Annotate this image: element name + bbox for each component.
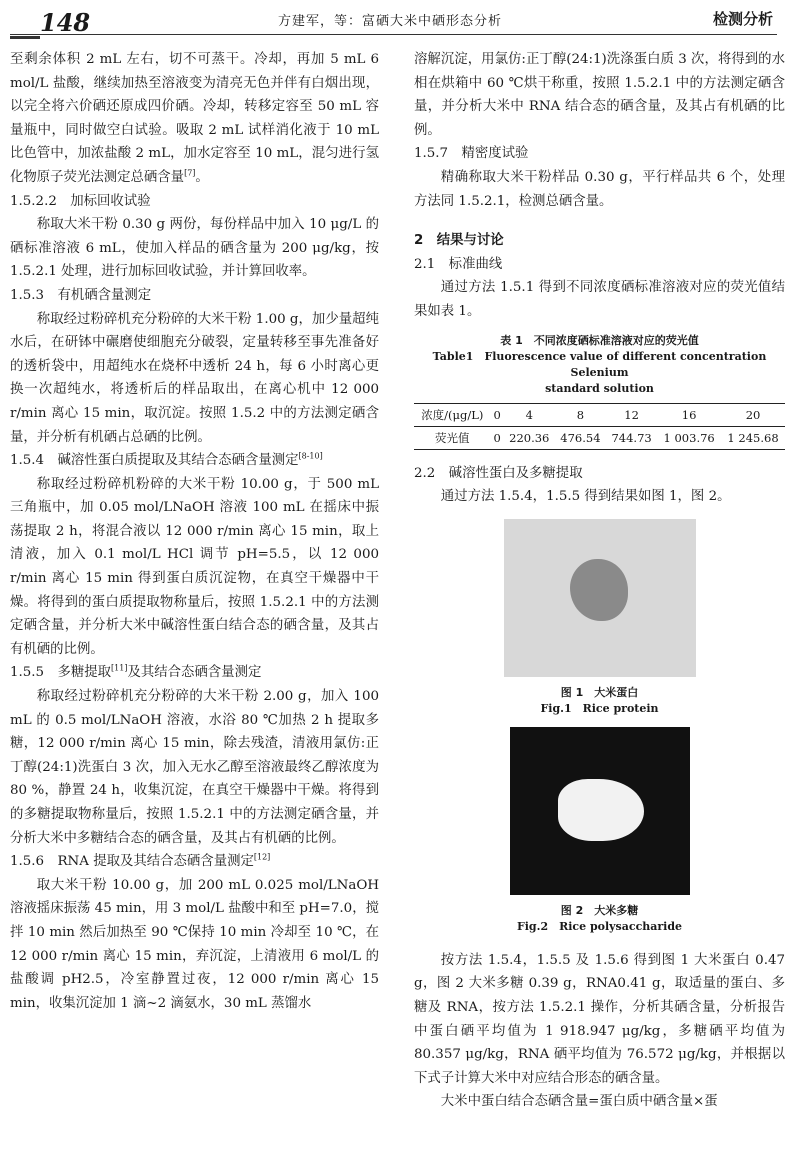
- citation: [11]: [111, 663, 128, 673]
- citation: [12]: [253, 852, 271, 862]
- table-cell: 12: [606, 403, 657, 426]
- table1: [414, 403, 785, 450]
- running-title: 方建军，等：富硒大米中硒形态分析: [278, 14, 503, 29]
- section-label: 检测分析: [712, 10, 773, 28]
- table-cell: 1 003.76: [663, 430, 715, 445]
- citation: [8-10]: [298, 451, 323, 461]
- table-cell: 0: [493, 430, 501, 445]
- paragraph-precision: 精确称取大米干粉样品 0.30 g，平行样品共 6 个，处理方法同 1.5.2.1，检测总硒含量。: [414, 169, 785, 209]
- fig2-caption-en: Fig.2 Rice polysaccharide: [516, 919, 683, 933]
- fig1-caption-en: Fig.1 Rice protein: [540, 701, 659, 715]
- table-cell: 4: [504, 403, 555, 426]
- page-header: [0, 0, 795, 40]
- fig2-caption: 图 2 大米多糖: [560, 903, 639, 917]
- table-cell: 744.73: [611, 430, 652, 445]
- heading-1-5-3: 1.5.3 有机硒含量测定: [10, 287, 152, 303]
- table-cell: 1 245.68: [727, 430, 779, 445]
- paragraph-figures-intro: 通过方法 1.5.4，1.5.5 得到结果如图 1，图 2。: [440, 489, 731, 505]
- paragraph-rna-extraction: 取大米干粉 10.00 g，加 200 mL 0.025 mol/LNaOH 溶液摇床振荡 45 min，用 3 mol/L 盐酸中和至 pH=7.0，搅拌 10 min 然后加热至 90 ℃保持 10 min 冷却至 10 ℃，在 12 000 r/min 离心 15 min，弃沉淀，上清液用 6 mol/L 的盐酸调 pH2.5，冷室静置过夜，12 000 r/min 离心 15 min，收集沉淀加 1 滴~2 滴氨水，30 mL 蒸馏水: [10, 877, 379, 1011]
- header-rule-accent: [10, 36, 40, 39]
- paragraph-continued: 至剩余体积 2 mL 左右，切不可蒸干。冷却，再加 5 mL 6 mol/L 盐酸，继续加热至溶液变为清亮无色并伴有白烟出现，以完全将六价硒还原成四价硒。冷却，转移定容至 50 mL 容量瓶中，同时做空白试验。吸取 2 mL 试样消化液于 10 mL 比色管中，加浓盐酸 2 mL，加水定容至 10 mL，混匀进行氢化物原子荧光法测定总硒含量[7]。: [10, 52, 379, 185]
- table-cell: 荧光值: [435, 430, 470, 445]
- table-cell: 8: [555, 403, 606, 426]
- paragraph-standard-curve: 通过方法 1.5.1 得到不同浓度硒标准溶液对应的荧光值结果如表 1。: [414, 280, 785, 319]
- table-cell: 476.54: [560, 430, 601, 445]
- table-cell: 0: [491, 403, 504, 426]
- paragraph-protein-extraction: 称取经过粉碎机粉碎的大米干粉 10.00 g，于 500 mL 三角瓶中，加 0.05 mol/LNaOH 溶液 100 mL 在摇床中振荡提取 2 h，将混合液以 12 000 r/min 离心 15 min，取上清液，加入 0.1 mol/L HCl 调节 pH=5.5，以 12 000 r/min 离心 15 min 得到蛋白质沉淀物，在真空干燥器中干燥。将得到的蛋白质提取物称量后，按照 1.5.2.1 中的方法测定硒含量，并分析大米中碱溶性蛋白结合态的硒含量，及其占有机硒的比例。: [10, 476, 379, 657]
- page-number: 148: [40, 8, 91, 37]
- heading-1-5-4: 1.5.4 碱溶性蛋白质提取及其结合态硒含量测定[8-10]: [10, 451, 323, 469]
- table-cell: 浓度/(μg/L): [414, 403, 491, 426]
- header-rule: [10, 34, 777, 35]
- right-column: [414, 48, 785, 1114]
- figure-rice-protein-image: [504, 519, 696, 677]
- heading-1-5-6: 1.5.6 RNA 提取及其结合态硒含量测定[12]: [10, 852, 271, 870]
- paragraph-polysaccharide-extraction: 称取经过粉碎机充分粉碎的大米干粉 2.00 g，加入 100 mL 的 0.5 mol/LNaOH 溶液，水浴 80 ℃加热 2 h 提取多糖，12 000 r/min 离心 15 min，除去残渣，清液用氯仿:正丁醇(24:1)洗蛋白 3 次，加入无水乙醇至溶液最终乙醇浓度为 80 %，静置 24 h，收集沉淀，在真空干燥器中干燥。将得到的多糖提取物称量后，按照 1.5.2.1 中的方法测定硒含量，并分析大米中多糖结合态的硒含量，及其占有机硒的比例。: [10, 689, 379, 846]
- paragraph-continued-right: 溶解沉淀，用氯仿:正丁醇(24:1)洗涤蛋白质 3 次，将得到的水相在烘箱中 60 ℃烘干称重，按照 1.5.2.1 中的方法测定硒含量，并分析大米中 RNA 结合态的硒含量，及其占有机硒的比例。: [414, 52, 785, 138]
- heading-2-2: 2.2 碱溶性蛋白及多糖提取: [414, 465, 583, 481]
- table1-caption-en: Table1 Fluorescence value of different concentration Selenium standard solution: [432, 349, 767, 395]
- table-row: [414, 426, 785, 449]
- table-row: [414, 403, 785, 426]
- heading-1-5-2-2: 1.5.2.2 加标回收试验: [10, 193, 151, 209]
- figure-rice-polysaccharide-image: [510, 727, 690, 895]
- paragraph-results: 按方法 1.5.4，1.5.5 及 1.5.6 得到图 1 大米蛋白 0.47 g，图 2 大米多糖 0.39 g，RNA0.41 g，取适量的蛋白、多糖及 RNA，按方法 1.5.2.1 操作，分析其硒含量，分析报告中蛋白硒平均值为 1 918.947 μg/kg，多糖硒平均值为 80.357 μg/kg，RNA 硒平均值为 76.572 μg/kg，并根据以下式子计算大米中对应结合形态的硒含量。: [414, 952, 785, 1086]
- polysaccharide-sample-shape: [558, 779, 644, 841]
- paragraph-spike-recovery: 称取大米干粉 0.30 g 两份，每份样品中加入 10 μg/L 的硒标准溶液 6 mL，使加入样品的硒含量为 200 μg/kg，按 1.5.2.1 处理，进行加标回收试验，并计算回收率。: [10, 217, 379, 280]
- heading-1-5-5: 1.5.5 多糖提取[11]及其结合态硒含量测定: [10, 663, 262, 681]
- heading-2-1: 2.1 标准曲线: [414, 256, 503, 272]
- paragraph-formula: 大米中蛋白结合态硒含量=蛋白质中硒含量×蛋: [440, 1094, 718, 1110]
- table-cell: 20: [721, 403, 785, 426]
- table-cell: 220.36: [509, 430, 550, 445]
- citation: [7]: [184, 168, 196, 178]
- heading-2: 2 结果与讨论: [414, 233, 504, 249]
- left-column: [10, 48, 379, 1015]
- table1-caption: 表 1 不同浓度硒标准溶液对应的荧光值: [500, 333, 699, 347]
- paragraph-organic-selenium: 称取经过粉碎机充分粉碎的大米干粉 1.00 g，加少量超纯水后，在研钵中碾磨使细胞充分破裂，定量转移至事先准备好的透析袋中，用超纯水在烧杯中透析 24 h，每 6 小时离心更换一次超纯水，将透析后的样品取出，在离心机中 12 000 r/min 离心 15 min，取沉淀。按照 1.5.2 中的方法测定硒含量，并分析有机硒占总硒的比例。: [10, 311, 379, 445]
- protein-sample-shape: [570, 559, 628, 621]
- heading-1-5-7: 1.5.7 精密度试验: [414, 146, 529, 162]
- table-cell: 16: [657, 403, 721, 426]
- fig1-caption: 图 1 大米蛋白: [560, 685, 639, 699]
